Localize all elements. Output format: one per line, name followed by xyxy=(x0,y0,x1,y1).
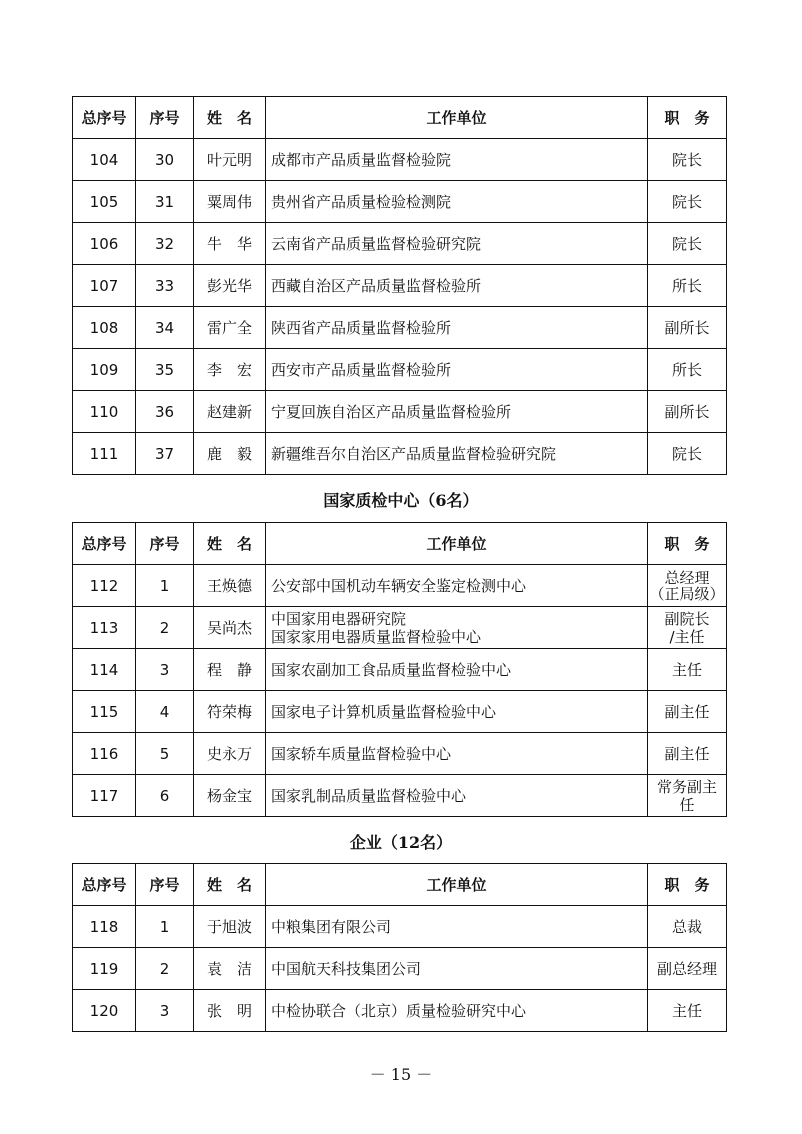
table-row xyxy=(73,906,727,948)
name-cell: 李 宏 xyxy=(194,349,266,391)
header-unit: 工作单位 xyxy=(266,97,648,139)
unit-cell: 国家乳制品质量监督检验中心 xyxy=(266,775,648,817)
total-no-cell: 113 xyxy=(73,607,136,649)
table-row xyxy=(73,349,727,391)
position-cell xyxy=(648,607,727,649)
unit-cell: 国家轿车质量监督检验中心 xyxy=(266,733,648,775)
table-row xyxy=(73,223,727,265)
header-name: 姓 名 xyxy=(194,864,266,906)
header-position: 职 务 xyxy=(648,97,727,139)
name-cell: 袁 洁 xyxy=(194,948,266,990)
name-cell: 吴尚杰 xyxy=(194,607,266,649)
unit-line-2: 国家家用电器质量监督检验中心 xyxy=(271,627,482,646)
name-cell: 张 明 xyxy=(194,990,266,1032)
position-cell: 院长 xyxy=(648,433,727,475)
total-no-cell: 110 xyxy=(73,391,136,433)
total-no-cell: 109 xyxy=(73,349,136,391)
no-cell: 2 xyxy=(136,948,194,990)
table-header-row xyxy=(73,97,727,139)
position-cell: 院长 xyxy=(648,223,727,265)
unit-cell: 成都市产品质量监督检验院 xyxy=(266,139,648,181)
header-total-no: 总序号 xyxy=(73,523,136,565)
total-no-cell: 118 xyxy=(73,906,136,948)
no-cell: 31 xyxy=(136,181,194,223)
position-line-2: /主任 xyxy=(669,627,705,646)
position-cell: 总裁 xyxy=(648,906,727,948)
no-cell: 37 xyxy=(136,433,194,475)
header-name: 姓 名 xyxy=(194,97,266,139)
total-no-cell: 120 xyxy=(73,990,136,1032)
no-cell: 1 xyxy=(136,906,194,948)
total-no-cell: 111 xyxy=(73,433,136,475)
table-row xyxy=(73,391,727,433)
name-cell: 牛 华 xyxy=(194,223,266,265)
unit-cell: 西安市产品质量监督检验所 xyxy=(266,349,648,391)
header-unit: 工作单位 xyxy=(266,523,648,565)
position-cell: 副主任 xyxy=(648,733,727,775)
name-cell: 叶元明 xyxy=(194,139,266,181)
position-cell: 所长 xyxy=(648,349,727,391)
section-title-enterprises: 企业（12名） xyxy=(349,833,453,852)
unit-cell xyxy=(266,607,648,649)
table-provincial-institutes xyxy=(72,96,727,475)
total-no-cell: 115 xyxy=(73,691,136,733)
header-no: 序号 xyxy=(136,864,194,906)
position-cell xyxy=(648,775,727,817)
unit-cell: 公安部中国机动车辆安全鉴定检测中心 xyxy=(266,565,648,607)
position-cell: 副总经理 xyxy=(648,948,727,990)
table-header-row xyxy=(73,864,727,906)
position-line-2: 任 xyxy=(679,795,695,814)
unit-cell: 贵州省产品质量检验检测院 xyxy=(266,181,648,223)
table-header-row xyxy=(73,523,727,565)
total-no-cell: 105 xyxy=(73,181,136,223)
total-no-cell: 108 xyxy=(73,307,136,349)
header-unit: 工作单位 xyxy=(266,864,648,906)
name-cell: 王焕德 xyxy=(194,565,266,607)
position-cell xyxy=(648,565,727,607)
table-row xyxy=(73,139,727,181)
position-cell: 副主任 xyxy=(648,691,727,733)
header-position: 职 务 xyxy=(648,864,727,906)
header-no: 序号 xyxy=(136,97,194,139)
name-cell: 雷广全 xyxy=(194,307,266,349)
name-cell: 于旭波 xyxy=(194,906,266,948)
total-no-cell: 104 xyxy=(73,139,136,181)
no-cell: 5 xyxy=(136,733,194,775)
total-no-cell: 119 xyxy=(73,948,136,990)
header-name: 姓 名 xyxy=(194,523,266,565)
position-cell: 院长 xyxy=(648,181,727,223)
position-cell: 副所长 xyxy=(648,307,727,349)
table-row xyxy=(73,649,727,691)
unit-cell: 西藏自治区产品质量监督检验所 xyxy=(266,265,648,307)
position-cell: 主任 xyxy=(648,649,727,691)
unit-cell: 国家农副加工食品质量监督检验中心 xyxy=(266,649,648,691)
name-cell: 杨金宝 xyxy=(194,775,266,817)
name-cell: 彭光华 xyxy=(194,265,266,307)
no-cell: 34 xyxy=(136,307,194,349)
total-no-cell: 106 xyxy=(73,223,136,265)
section-title-national-centers: 国家质检中心（6名） xyxy=(323,491,479,510)
no-cell: 4 xyxy=(136,691,194,733)
table-row xyxy=(73,948,727,990)
unit-cell: 中粮集团有限公司 xyxy=(266,906,648,948)
table-row xyxy=(73,565,727,607)
no-cell: 6 xyxy=(136,775,194,817)
unit-cell: 宁夏回族自治区产品质量监督检验所 xyxy=(266,391,648,433)
table-row xyxy=(73,990,727,1032)
name-cell: 符荣梅 xyxy=(194,691,266,733)
no-cell: 36 xyxy=(136,391,194,433)
unit-cell: 中国航天科技集团公司 xyxy=(266,948,648,990)
table-row xyxy=(73,181,727,223)
unit-cell: 中检协联合（北京）质量检验研究中心 xyxy=(266,990,648,1032)
total-no-cell: 107 xyxy=(73,265,136,307)
name-cell: 史永万 xyxy=(194,733,266,775)
no-cell: 2 xyxy=(136,607,194,649)
table-row xyxy=(73,307,727,349)
table-row xyxy=(73,733,727,775)
unit-cell: 新疆维吾尔自治区产品质量监督检验研究院 xyxy=(266,433,648,475)
unit-cell: 云南省产品质量监督检验研究院 xyxy=(266,223,648,265)
position-line-1: 总经理 xyxy=(664,568,710,587)
table-row xyxy=(73,433,727,475)
total-no-cell: 114 xyxy=(73,649,136,691)
name-cell: 鹿 毅 xyxy=(194,433,266,475)
total-no-cell: 112 xyxy=(73,565,136,607)
table-row xyxy=(73,775,727,817)
name-cell: 赵建新 xyxy=(194,391,266,433)
header-total-no: 总序号 xyxy=(73,864,136,906)
header-no: 序号 xyxy=(136,523,194,565)
position-cell: 副所长 xyxy=(648,391,727,433)
table-enterprises xyxy=(72,863,727,1032)
total-no-cell: 116 xyxy=(73,733,136,775)
name-cell: 粟周伟 xyxy=(194,181,266,223)
position-line-1: 副院长 xyxy=(664,609,710,628)
position-line-1: 常务副主 xyxy=(656,777,717,796)
unit-cell: 陕西省产品质量监督检验所 xyxy=(266,307,648,349)
position-line-2: （正局级） xyxy=(649,584,725,603)
position-cell: 主任 xyxy=(648,990,727,1032)
no-cell: 1 xyxy=(136,565,194,607)
unit-cell: 国家电子计算机质量监督检验中心 xyxy=(266,691,648,733)
no-cell: 32 xyxy=(136,223,194,265)
table-row xyxy=(73,691,727,733)
name-cell: 程 静 xyxy=(194,649,266,691)
table-row xyxy=(73,607,727,649)
no-cell: 33 xyxy=(136,265,194,307)
table-national-centers xyxy=(72,522,727,817)
total-no-cell: 117 xyxy=(73,775,136,817)
no-cell: 30 xyxy=(136,139,194,181)
position-cell: 院长 xyxy=(648,139,727,181)
header-total-no: 总序号 xyxy=(73,97,136,139)
page-number: － 15 － xyxy=(369,1065,433,1084)
table-row xyxy=(73,265,727,307)
unit-line-1: 中国家用电器研究院 xyxy=(271,609,407,628)
position-cell: 所长 xyxy=(648,265,727,307)
no-cell: 3 xyxy=(136,649,194,691)
no-cell: 35 xyxy=(136,349,194,391)
header-position: 职 务 xyxy=(648,523,727,565)
no-cell: 3 xyxy=(136,990,194,1032)
